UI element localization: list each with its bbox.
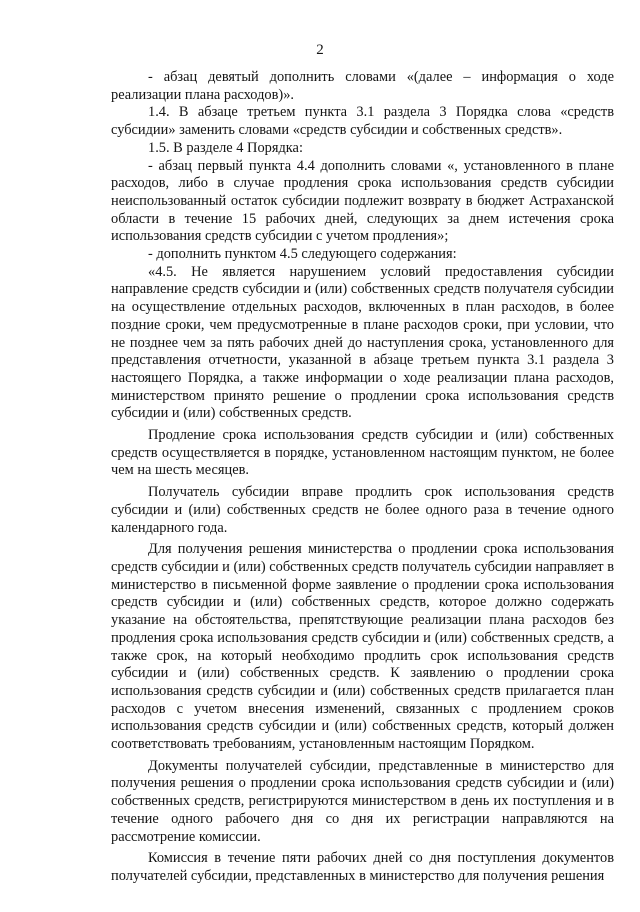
paragraph-add-4-5: - дополнить пунктом 4.5 следующего содержания:: [148, 246, 457, 263]
paragraph-4-5-text: «4.5. Не является нарушением условий предоставления субсидии направление средств субсидии и (или) собственных средств получателя субсидии на осуществление отдельных расходов, включенных в план расходов, в более поздние сроки, чем предусмотренные в плане расходов сроки, при условии, что не позднее чем за пять рабочих дней до наступления срока, установленного для представления отчетности, указанной в абзаце третьем пункта 3.1 раздела 3 настоящего Порядка, а также информации о ходе реализации плана расходов, министерством принято решение о продлении срока использования средств субсидии и (или) собственных средств.: [111, 263, 614, 422]
paragraph-document-registration: Документы получателей субсидии, представленные в министерство для получения решения о продлении срока использования средств субсидии и (или) собственных средств, регистрируются министерством в день их поступления и в течение одного рабочего дня со дня их регистрации направляются на рассмотрение комиссии.: [111, 757, 614, 845]
paragraph-application-procedure: Для получения решения министерства о продлении срока использования средств субсидии и (или) собственных средств получатель субсидии направляет в министерство в письменной форме заявление о продлении срока использования средств субсидии и (или) собственных средств, которое должно содержать указание на обстоятельства, препятствующие реализации плана расходов без продления срока использования средств субсидии и (или) собственных средств, а также срок, на который необходимо продлить срок использования средств субсидии и (или) собственных средств. К заявлению о продлении срока использования средств субсидии и (или) собственных средств прилагается план расходов с учетом внесения изменений, связанных с продлением сроков использования средств субсидии и (или) собственных средств, который должен соответствовать требованиям, установленным настоящим Порядком.: [111, 541, 614, 753]
paragraph-commission-review: Комиссия в течение пяти рабочих дней со дня поступления документов получателей субсидии, представленных в министерство для получения решения: [111, 850, 614, 884]
paragraph-amendment-4-4: - абзац первый пункта 4.4 дополнить словами «, установленного в плане расходов, либо в случае продления срока использования средств субсидии неиспользованный остаток субсидии подлежит возврату в бюджет Астраханской области в течение 15 рабочих дней, следующих за днем истечения срока использования средств субсидии с учетом продления»;: [111, 157, 614, 245]
page-number: 2: [316, 42, 324, 58]
paragraph-1-4: 1.4. В абзаце третьем пункта 3.1 раздела 3 Порядка слова «средств субсидии» заменить словами «средств субсидии и собственных средств».: [111, 104, 614, 139]
paragraph-extension-duration: Продление срока использования средств субсидии и (или) собственных средств осуществляется в порядке, установленном настоящим пунктом, не более чем на шесть месяцев.: [111, 427, 614, 479]
document-body: [111, 69, 614, 886]
paragraph-amendment-ninth-abzac: - абзац девятый дополнить словами «(далее – информация о ходе реализации плана расходов)».: [111, 69, 614, 103]
paragraph-extension-frequency: Получатель субсидии вправе продлить срок использования средств субсидии и (или) собственных средств не более одного раза в течение одного календарного года.: [111, 484, 614, 536]
paragraph-1-5: 1.5. В разделе 4 Порядка:: [148, 139, 303, 156]
